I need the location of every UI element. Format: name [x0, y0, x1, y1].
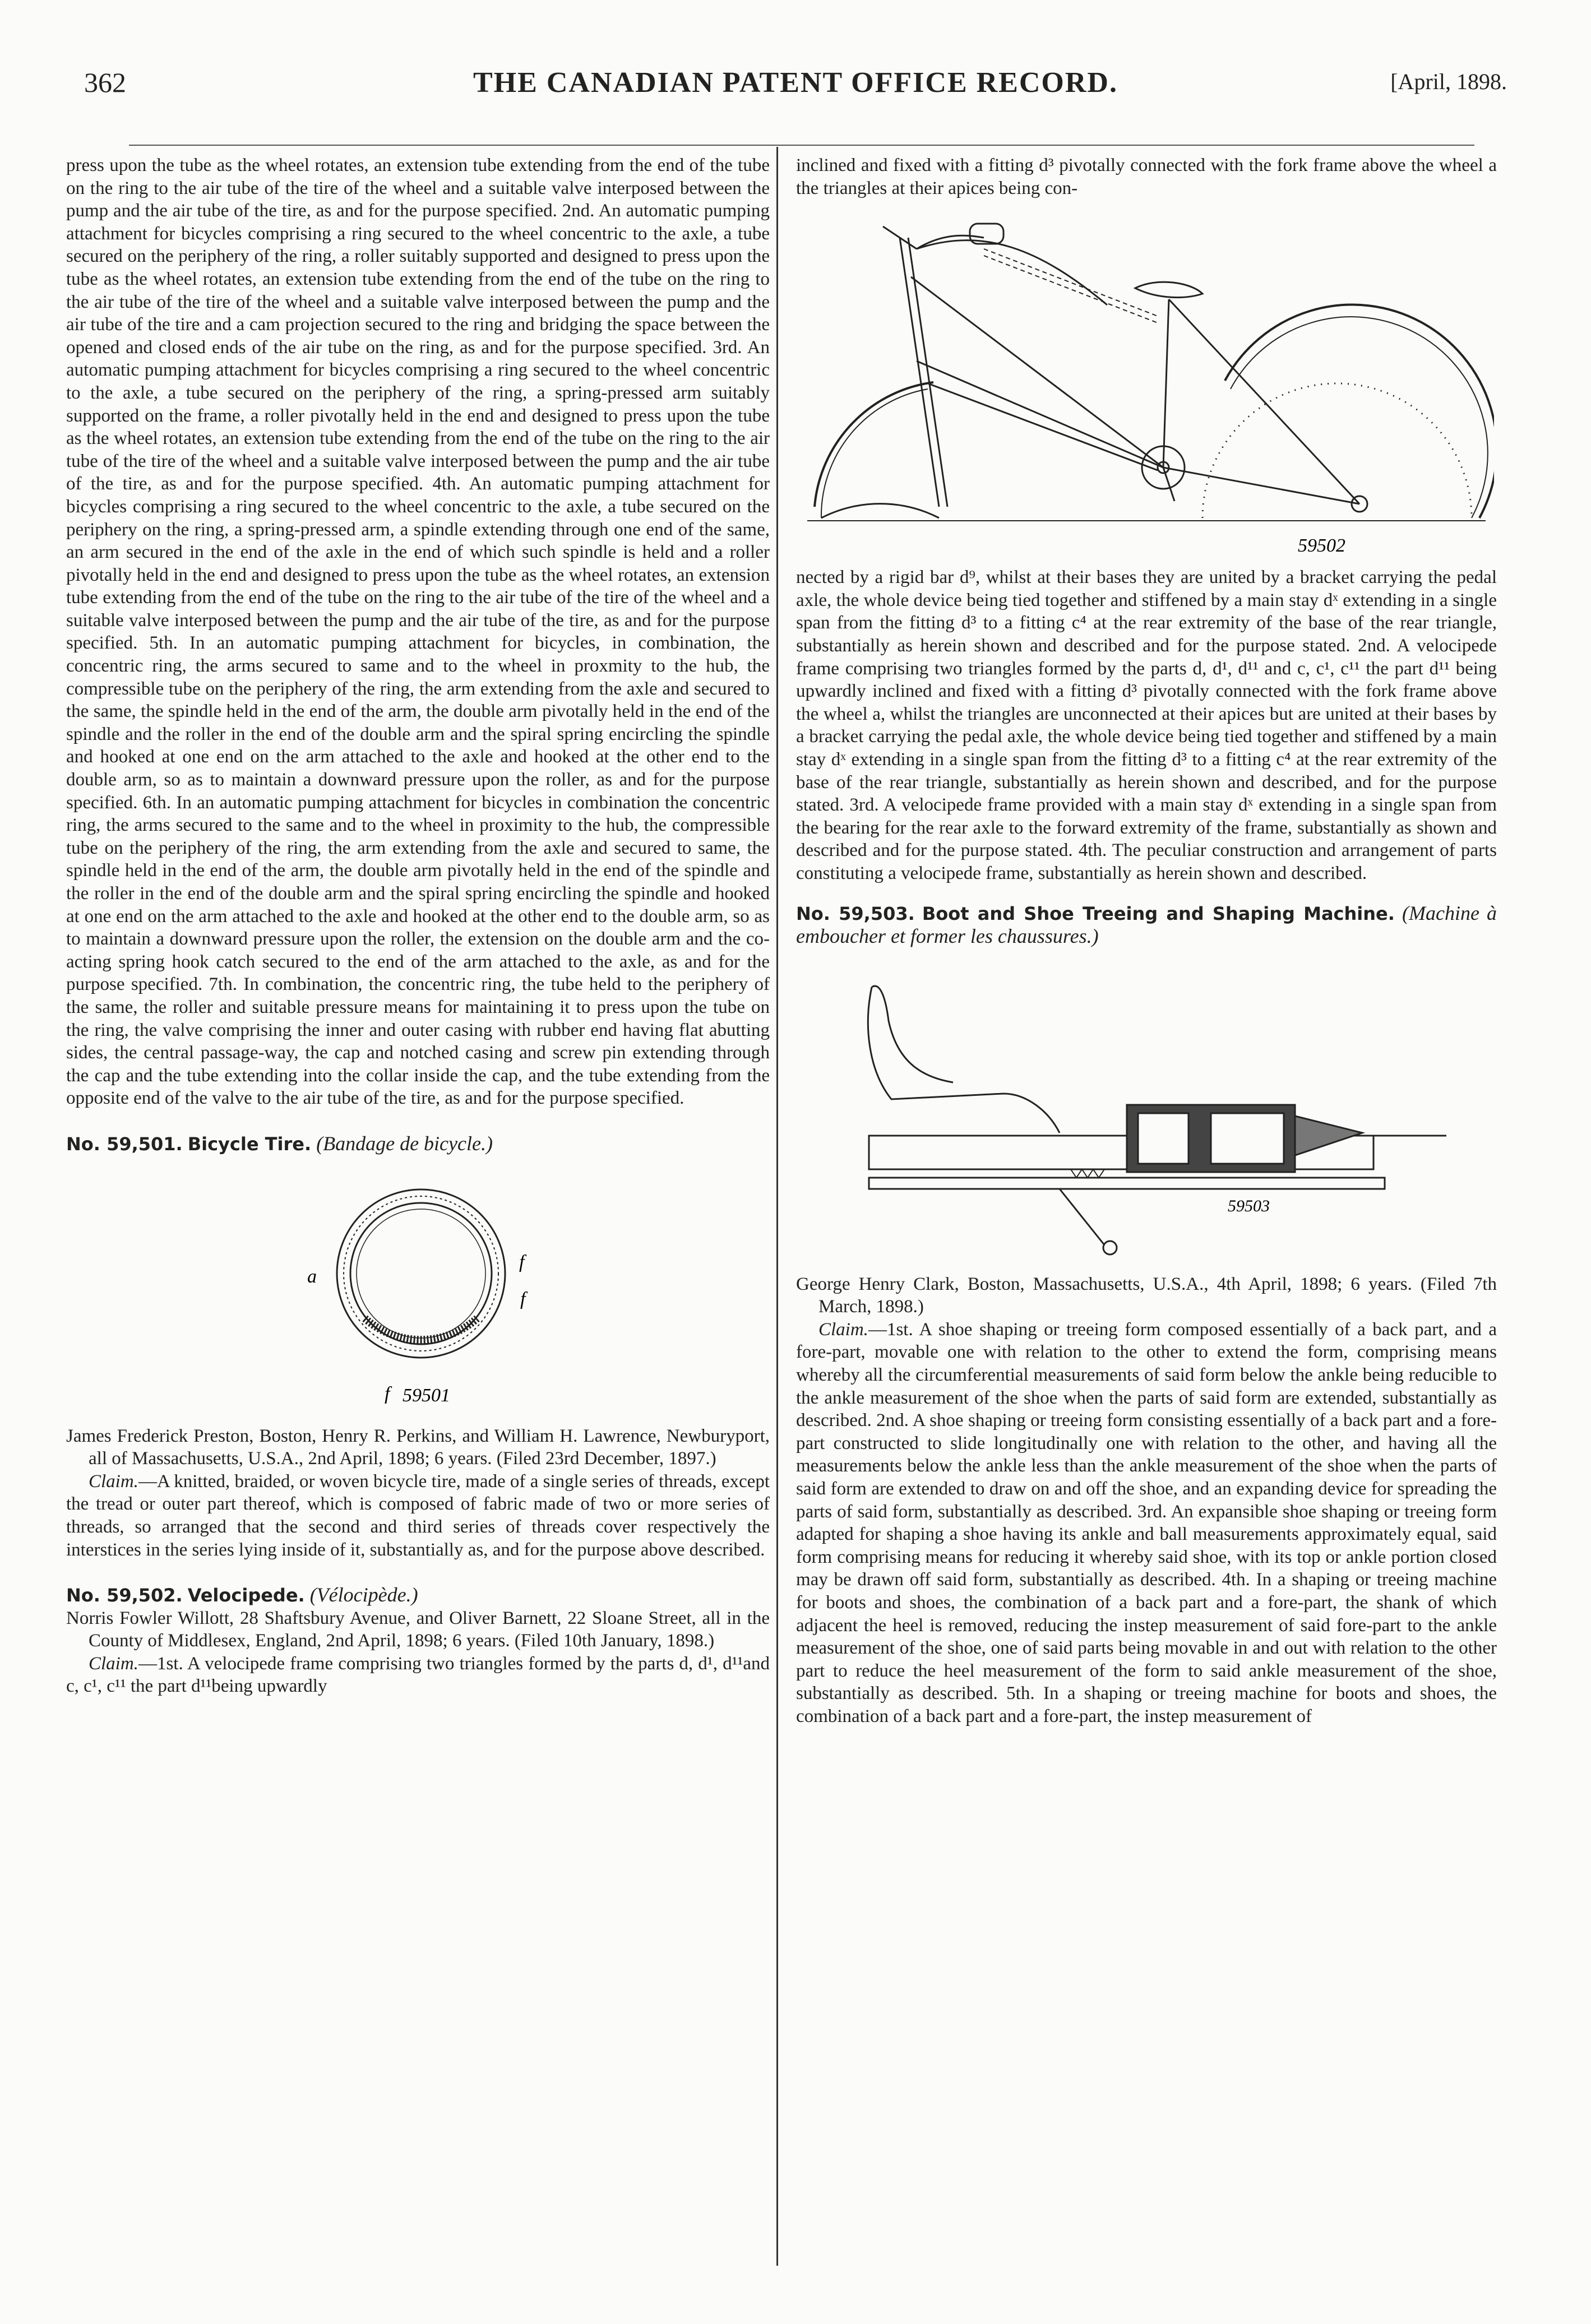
fig-letter-a: a — [307, 1266, 317, 1287]
patent-name: Velocipede. — [187, 1585, 305, 1607]
patent-french-name: (Machine à emboucher et former les chaussures.) — [796, 901, 1497, 948]
velocipede-drawing — [807, 224, 1494, 521]
patent-french-name: (Bandage de bicycle.) — [316, 1132, 493, 1155]
continued-claims-text: press upon the tube as the wheel rotates, an extension tube extending from the end of the tube on the ring to the air tube of the tire of the wheel and a suitable valve interposed between the pump and the air tube of the tire, as and for the purpose specified. 2nd. An automatic pumping attachment for bicycles comprising a ring secured to the wheel concentric to the axle, a tube secured on the periphery of the ring, a roller suitably supported and designed to press upon the tube as the wheel rotates, an extension tube extending from the end of the tube on the ring to the air tube of the tire of the wheel and a suitable valve interposed between the pump and the air tube of the tire and a cam projection secured to the ring and bridging the space between the opened and closed ends of the air tube on the ring, as and for the purpose specified. 3rd. An automatic pumping attachment for bicycles comprising a ring secured to the wheel concentric to the axle, a tube secured on the periphery of the ring, a spring-pressed arm suitably supported on the frame, a roller pivotally held in the end and designed to press upon the tube as the wheel rotates, an extension tube extending from the end of the tube on the ring to the air tube of the tire of the wheel and a suitable valve interposed between the pump and the air tube of the tire, as and for the purpose specified. 4th. An automatic pumping attachment for bicycles comprising a ring secured to the wheel concentric to the axle, a tube secured on the periphery on the ring, a spring-pressed arm, a spindle extending through one end of the same, an arm secured in the end of the axle in the end of which such spindle is held and a roller pivotally held in the end and designed to press upon the tube as the wheel rotates, an extension tube extending from the end of the tube on the ring to the air tube of the tire of the wheel and a suitable valve interposed between the pump and the air tube of the tire, as and for the purpose specified. 5th. In an automatic pumping attachment for bicycles, in combination, the concentric ring, the arms secured to same and to the wheel in proxmity to the hub, the compressible tube on the periphery of the ring, the arm extending from the axle and secured to the same, the spindle held in the end of the arm, the double arm pivotally held in the end of the spindle and the roller in the end of the double arm and the spiral spring encircling the spindle and hooked at one end on the arm attached to the axle and hooked at the other end to the double arm, so as to maintain a downward pressure upon the roller, as and for the purpose specified. 6th. In an automatic pumping attachment for bicycles in combination the concentric ring, the arms secured to the same and to the wheel in proximity to the hub, the compressible tube on the periphery of the ring, the arm extending from the axle and secured to same, the spindle held in the end of the arm, the double arm pivotally held in the end of the spindle and the roller in the end of the double arm and the spiral spring encircling the spindle and hooked at one end on the arm attached to the axle and hooked at the other end to the double arm, so as to maintain a downward pressure upon the roller, the extension on the double arm and the co-acting spring hook catch secured to the end of the arm attached to the axle, as and for the purpose specified. 7th. In combination, the concentric ring, the tube held to the periphery of the same, the roller and suitable pressure means for maintaining it to press upon the tube on the ring, the valve comprising the inner and outer casing with rubber end having flat abutting sides, the central passage-way, the cap and notched casing and screw pin extending through the cap and the tube extending into the collar inside the cap, and the tube extending from the opposite end of the valve to the air tube of the tire, as and for the purpose specified. — [66, 155, 770, 1109]
patent-name: Boot and Shoe Treeing and Shaping Machine. — [922, 902, 1395, 924]
patent-59502-claim-continued: inclined and fixed with a fitting d³ pivotally connected with the fork frame above the wheel a the triangles at their apices being con- — [796, 155, 1497, 198]
patent-french-name: (Vélocipède.) — [309, 1584, 418, 1607]
left-column — [66, 154, 770, 1698]
page-date: [April, 1898. — [1390, 69, 1507, 94]
patent-59503-heading — [796, 902, 1497, 948]
claim-label: Claim. — [89, 1653, 138, 1674]
page-header — [84, 66, 1507, 111]
patent-number: No. 59,501. — [66, 1133, 183, 1155]
shoe-treeing-machine-figure — [824, 965, 1469, 1267]
patent-name: Bicycle Tire. — [187, 1133, 312, 1155]
column-divider — [776, 147, 778, 2266]
patent-59503-inventors: George Henry Clark, Boston, Massachusetts, U.S.A., 4th April, 1898; 6 years. (Filed 7th March, 1898.) — [796, 1274, 1497, 1317]
page-title: THE CANADIAN PATENT OFFICE RECORD. — [473, 67, 1118, 99]
claim-label: Claim. — [818, 1319, 868, 1340]
claim-text: —1st. A shoe shaping or treeing form composed essentially of a back part, and a fore-part, movable one with relation to the other to extend the form, comprising means whereby all the circumferential measurements of said form below the ankle being reducible to the ankle measurement of the shoe when the parts of said form are extended, substantially as described. 2nd. A shoe shaping or treeing form consisting essentially of a back part and a fore-part constructed to slide longitudinally one with relation to the other, and having all the measurements below the ankle less than the ankle measurement of the shoe when the parts of said form are extended to draw on and off the shoe, and an expanding device for spreading the parts of said form, substantially as described. 3rd. An expansible shoe shaping or treeing form adapted for shaping a shoe having its ankle and ball measurements approximately equal, said form comprising means for reducing it whereby said shoe, with its top or ankle portion closed may be drawn off said form, substantially as described. 4th. In a shaping or treeing machine for boots and shoes, the combination of a back part and a fore-part, the shank of which adjacent the heel is removed, reducing the instep measurement of said fore-part to the ankle measurement of the shoe, one of said parts being movable in and out with relation to the other part to reduce the heel measurement of the form to said ankle measurement of the shoe, substantially as described. 5th. In a shaping or treeing machine for boots and shoes, the combination of a back part and a fore-part, the instep measurement of — [796, 1319, 1497, 1726]
fig-letter-f-3: f — [384, 1383, 390, 1404]
fig-number-59503: 59503 — [1228, 1196, 1270, 1215]
right-column — [796, 154, 1497, 1728]
fig-number-59501: 59501 — [402, 1385, 450, 1406]
patent-59502-claims-body: nected by a rigid bar d⁹, whilst at their bases they are united by a bracket carrying the pedal axle, the whole device being tied together and stiffened by a main stay dˣ extending in a single span from the fitting d³ to a fitting c⁴ at the rear extremity of the base of the rear triangle, substantially as herein shown and described and for the purpose stated. 2nd. A velocipede frame comprising two triangles formed by the parts d, d¹, d¹¹ and c, c¹, c¹¹ the part d¹¹ being upwardly inclined and fixed with a fitting d³ pivotally connected with the fork frame above the wheel a, whilst the triangles are unconnected at their apices but are united at their bases by a bracket carrying the pedal axle, the whole device being tied together and stiffened by a main stay dˣ extending in a single span from the fitting d³ to a fitting c⁴ at the rear extremity of the base of the rear triangle, substantially as herein shown and described, and for the purpose stated. 3rd. A velocipede frame provided with a main stay dˣ extending in a single span from the bearing for the rear axle to the forward extremity of the frame, substantially as shown and described and for the purpose stated. 4th. The peculiar construction and arrangement of parts constituting a velocipede frame, substantially as herein shown and described. — [796, 567, 1497, 883]
header-rule — [129, 145, 1474, 146]
patent-59501-claim — [66, 1470, 770, 1561]
shoe-machine-drawing — [868, 986, 1446, 1254]
patent-number: No. 59,502. — [66, 1585, 183, 1607]
velocipede-figure — [799, 204, 1494, 563]
claim-label: Claim. — [89, 1471, 138, 1492]
patent-59502-heading — [66, 1584, 770, 1607]
patent-59502-claim — [66, 1652, 770, 1698]
patent-59503-claim — [796, 1318, 1497, 1728]
claim-text: —A knitted, braided, or woven bicycle tire, made of a single series of threads, except the tread or outer part thereof, which is composed of fabric made of two or more series of threads, so arranged that the second and third series of threads cover respectively the interstices in the series lying inside of it, substantially as, and for the purpose above described. — [66, 1471, 770, 1560]
patent-59502-inventors: Norris Fowler Willott, 28 Shaftsbury Avenue, and Oliver Barnett, 22 Sloane Street, all in the County of Middlesex, England, 2nd April, 1898; 6 years. (Filed 10th January, 1898.) — [66, 1608, 770, 1651]
bicycle-tire-figure — [272, 1173, 564, 1414]
tire-cross-section — [337, 1189, 505, 1358]
page-number: 362 — [84, 67, 126, 98]
patent-59501-heading — [66, 1132, 770, 1156]
patent-59501-inventors: James Frederick Preston, Boston, Henry R. Perkins, and William H. Lawrence, Newburyport, all of Massachusetts, U.S.A., 2nd April, 1898; 6 years. (Filed 23rd December, 1897.) — [66, 1425, 770, 1469]
fig-number-59502: 59502 — [1298, 535, 1345, 557]
fig-letter-f-2: f — [520, 1288, 525, 1309]
claim-text: —1st. A velocipede frame comprising two triangles formed by the parts d, d¹, d¹¹and c, c¹, c¹¹ the part d¹¹being upwardly — [66, 1653, 770, 1697]
fig-letter-f-1: f — [519, 1251, 524, 1272]
patent-number: No. 59,503. — [796, 902, 915, 924]
